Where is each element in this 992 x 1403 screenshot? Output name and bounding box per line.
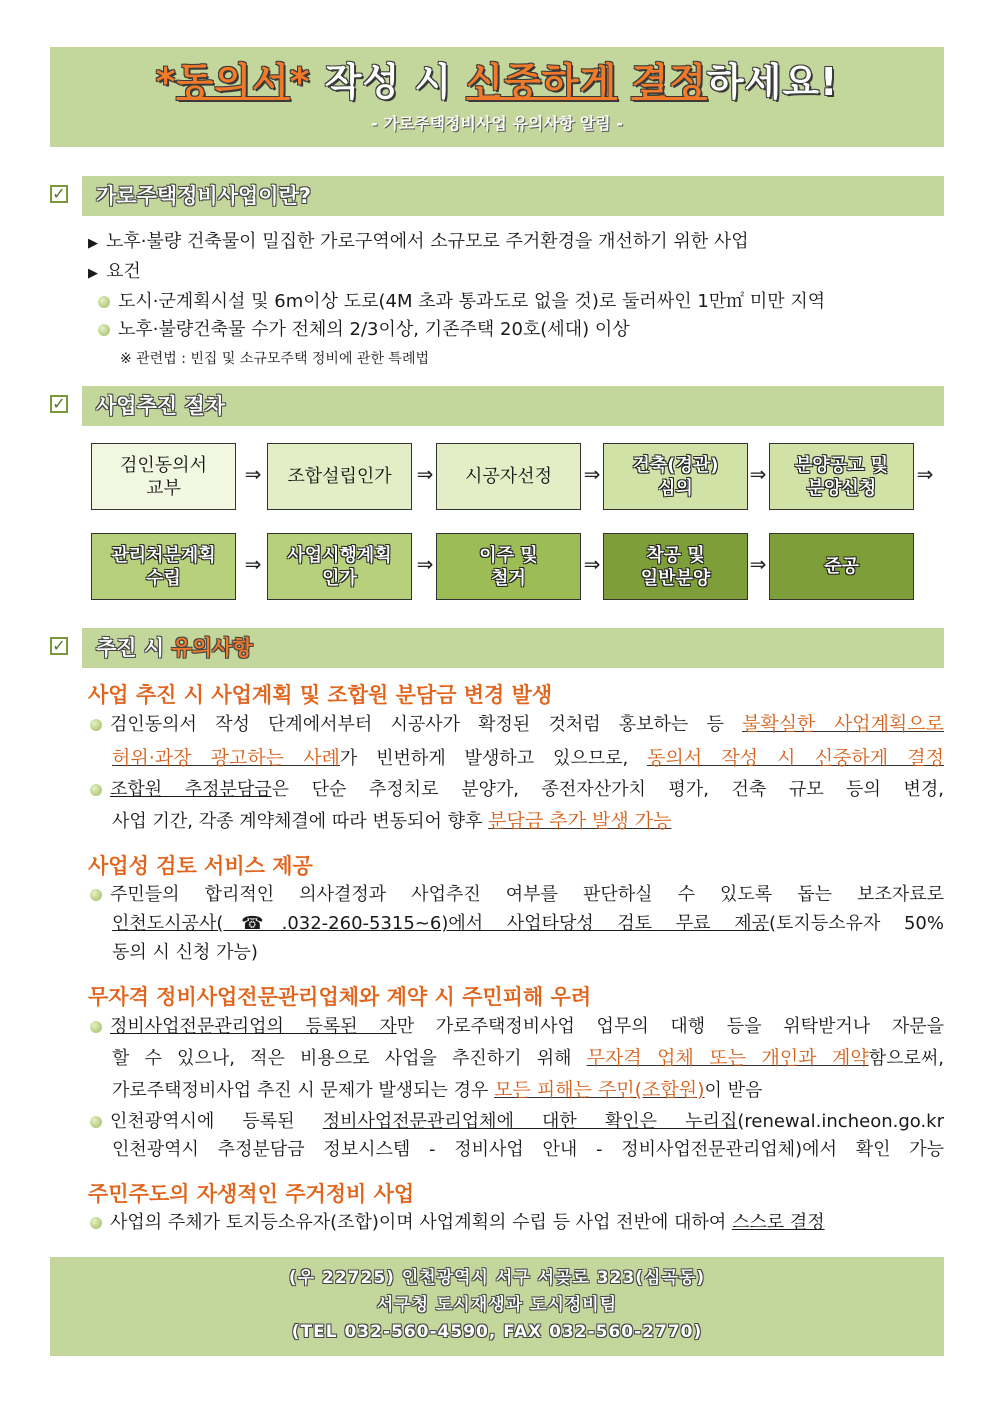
section-title: 추진 시 유의사항 bbox=[82, 628, 944, 668]
list-item bbox=[98, 290, 825, 314]
item-text: 노후·불량건축물 수가 전체의 2/3이상, 기존주택 20호(세대) 이상 bbox=[118, 319, 630, 340]
footer-address: (우 22725) 인천광역시 서구 서곶로 323(심곡동) bbox=[288, 1268, 706, 1288]
footer-contact bbox=[50, 1257, 944, 1356]
checkbox-icon: ✓ bbox=[50, 637, 68, 655]
caution-item-cont: 동의 시 신청 가능) bbox=[112, 942, 258, 963]
caution-item-cont: 할 수 있으나, 적은 비용으로 사업을 추진하기 위해 무자격 업체 또는 개인과 계약함으로써, bbox=[112, 1047, 944, 1069]
circle-bullet-icon bbox=[98, 296, 110, 308]
caution-item: 검인동의서 작성 단계에서부터 시공사가 확정된 것처럼 홍보하는 등 불확실한 사업계획으로 bbox=[90, 707, 944, 742]
step-box: 사업시행계획 인가 bbox=[267, 533, 412, 600]
caution-item-cont: 사업 기간, 각종 계약체결에 따라 변동되어 향후 분담금 추가 발생 가능 bbox=[112, 810, 672, 832]
step-box: 검인동의서 교부 bbox=[91, 443, 236, 510]
caution-item-cont: 인천광역시 추정분담금 정보시스템 - 정비사업 안내 - 정비사업전문관리업체)에서 확인 가능 bbox=[112, 1139, 944, 1160]
law-note: ※ 관련법 : 빈집 및 소규모주택 정비에 관한 특례법 bbox=[120, 351, 430, 367]
section-what-header bbox=[50, 176, 944, 216]
title-consent: 동의서 bbox=[176, 60, 290, 104]
title-end: 하세요! bbox=[706, 60, 839, 104]
double-arrow-icon: ⇒ bbox=[583, 552, 601, 576]
caution-item: 주민들의 합리적인 의사결정과 사업추진 여부를 판단하실 수 있도록 돕는 보조자료로 bbox=[90, 878, 944, 912]
circle-bullet-icon bbox=[90, 1217, 102, 1229]
double-arrow-icon: ⇒ bbox=[416, 552, 434, 576]
double-arrow-icon: ⇒ bbox=[583, 462, 601, 486]
checkbox-icon: ✓ bbox=[50, 395, 68, 413]
step-box: 시공자선정 bbox=[436, 443, 581, 510]
double-arrow-icon: ⇒ bbox=[749, 552, 767, 576]
caution-heading: 무자격 정비사업전문관리업체와 계약 시 주민피해 우려 bbox=[88, 985, 592, 1009]
title-space bbox=[617, 60, 631, 104]
circle-bullet-icon bbox=[90, 1021, 102, 1033]
title-part: 작성 시 bbox=[310, 60, 467, 104]
list-item bbox=[88, 230, 749, 256]
step-box: 착공 및 일반분양 bbox=[603, 533, 748, 600]
circle-bullet-icon bbox=[90, 719, 102, 731]
title-decide: 결정 bbox=[631, 60, 707, 104]
circle-bullet-icon bbox=[98, 324, 110, 336]
caution-heading: 사업성 검토 서비스 제공 bbox=[88, 854, 313, 878]
caution-item: 인천광역시에 등록된 정비사업전문관리업체에 대한 확인은 누리집(renewal.incheon.go.kr bbox=[90, 1105, 944, 1139]
caution-item-cont: 인천도시공사(☎.032-260-5315~6)에서 사업타당성 검토 무료 제공(토지등소유자 50% bbox=[112, 913, 944, 934]
step-box: 준공 bbox=[769, 533, 914, 600]
page-subtitle: - 가로주택정비사업 유의사항 알림 - bbox=[371, 114, 623, 133]
item-text: 요건 bbox=[106, 261, 141, 282]
circle-bullet-icon bbox=[90, 889, 102, 901]
caution-item: 정비사업전문관리업의 등록된 자만 가로주택정비사업 업무의 대행 등을 위탁받거나 자문을 bbox=[90, 1010, 944, 1044]
step-box: 분양공고 및 분양신청 bbox=[769, 443, 914, 510]
step-box: 이주 및 철거 bbox=[436, 533, 581, 600]
caution-heading: 사업 추진 시 사업계획 및 조합원 분담금 변경 발생 bbox=[88, 683, 553, 707]
section-procedure-header bbox=[50, 386, 944, 426]
checkbox-icon: ✓ bbox=[50, 185, 68, 203]
caution-item: 조합원 추정분담금은 단순 추정치로 분양가, 종전자산가치 평가, 건축 규모 등의 변경, bbox=[90, 773, 944, 807]
list-item bbox=[88, 260, 141, 286]
triangle-bullet-icon: ▶ bbox=[88, 266, 98, 281]
caution-item-cont: 가로주택정비사업 추진 시 문제가 발생되는 경우 모든 피해는 주민(조합원)이 받음 bbox=[112, 1079, 763, 1101]
circle-bullet-icon bbox=[90, 784, 102, 796]
footer-phone: (TEL 032-560-4590, FAX 032-560-2770) bbox=[291, 1322, 703, 1342]
caution-heading: 주민주도의 자생적인 주거정비 사업 bbox=[88, 1182, 415, 1206]
section-title: 사업추진 절차 bbox=[82, 386, 944, 426]
item-text: 도시·군계획시설 및 6m이상 도로(4M 초과 통과도로 없을 것)로 둘러싸인 1만㎡ 미만 지역 bbox=[118, 291, 826, 312]
title-banner bbox=[50, 47, 944, 147]
list-item bbox=[98, 318, 630, 342]
triangle-bullet-icon: ▶ bbox=[88, 236, 98, 251]
title-careful: 신중하게 bbox=[466, 60, 618, 104]
step-box: 건축(경관) 심의 bbox=[603, 443, 748, 510]
double-arrow-icon: ⇒ bbox=[749, 462, 767, 486]
footer-department: 서구청 도시재생과 도시정비팀 bbox=[376, 1295, 618, 1315]
double-arrow-icon: ⇒ bbox=[244, 552, 262, 576]
title-star: * bbox=[289, 60, 311, 104]
step-box: 조합설립인가 bbox=[267, 443, 412, 510]
item-text: 노후·불량 건축물이 밀집한 가로구역에서 소규모로 주거환경을 개선하기 위한 사업 bbox=[106, 231, 749, 252]
title-star: * bbox=[155, 60, 177, 104]
double-arrow-icon: ⇒ bbox=[244, 462, 262, 486]
double-arrow-icon: ⇒ bbox=[916, 462, 934, 486]
section-caution-header bbox=[50, 628, 944, 668]
step-box: 관리처분계획 수립 bbox=[91, 533, 236, 600]
caution-item: 사업의 주체가 토지등소유자(조합)이며 사업계획의 수립 등 사업 전반에 대하여 스스로 결정 bbox=[90, 1206, 825, 1240]
double-arrow-icon: ⇒ bbox=[416, 462, 434, 486]
caution-item-cont: 허위·과장 광고하는 사례가 빈번하게 발생하고 있으므로, 동의서 작성 시 신중하게 결정 bbox=[112, 747, 944, 769]
page-title bbox=[50, 59, 944, 105]
section-title: 가로주택정비사업이란? bbox=[82, 176, 944, 216]
circle-bullet-icon bbox=[90, 1116, 102, 1128]
